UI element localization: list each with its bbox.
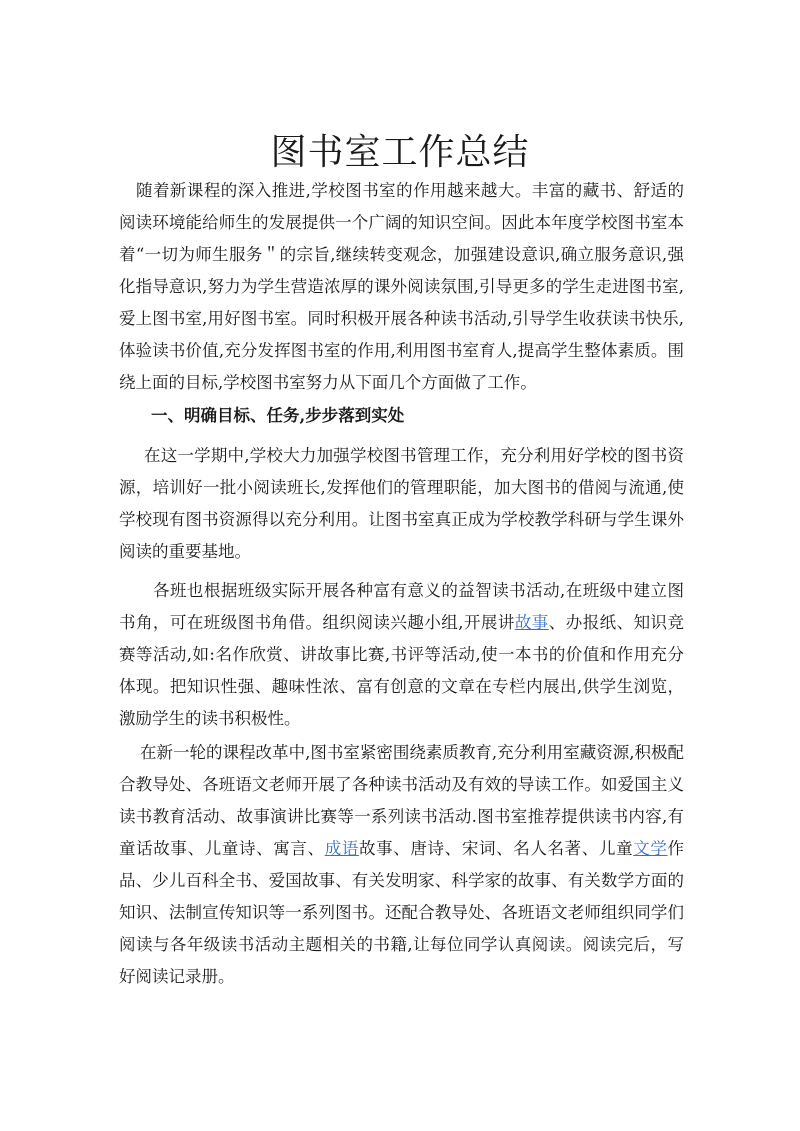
paragraph-text: 作品、少儿百科全书、爱国故事、有关发明家、科学家的故事、有关数学方面的知识、法制宣传知识等一系列图书。还配合教导处、各班语文老师组织同学们阅读与各年级读书活动主题相关的书籍,让每位同学认真阅读。阅读完后，写好阅读记录册。 [119,839,684,986]
page-title: 图书室工作总结 [270,132,530,174]
intro-paragraph: 随着新课程的深入推进,学校图书室的作用越来越大。丰富的藏书、舒适的阅读环境能给师生的发展提供一个广阔的知识空间。因此本年度学校图书室本着“一切为师生服务＂的宗旨,继续转变观念，加强建设意识,确立服务意识,强化指导意识,努力为学生营造浓厚的课外阅读氛围,引导更多的学生走进图书室,爱上图书室,用好图书室。同时积极开展各种读书活动,引导学生收获读书快乐,体验读书价值,充分发挥图书室的作用,利用图书室育人,提高学生整体素质。围绕上面的目标,学校图书室努力从下面几个方面做了工作。 [119,181,684,392]
section-heading: 一、明确目标、任务,步步落到实处 [151,406,405,425]
idiom-link[interactable]: 成语 [324,839,359,858]
paragraph-text: 各班也根据班级实际开展各种富有意义的益智读书活动,在班级中建立图书角，可在班级图书角借。组织阅读兴趣小组,开展讲 [119,581,684,632]
paragraph-reading-guidance [119,737,684,993]
paragraph-management: 在这一学期中,学校大力加强学校图书管理工作，充分利用好学校的图书资源，培训好一批小阅读班长,发挥他们的管理职能，加大图书的借阅与流通,使学校现有图书资源得以充分利用。让图书室真正成为学校教学科研与学生课外阅读的重要基地。 [119,446,684,561]
paragraph-text: 在新一轮的课程改革中,图书室紧密围绕素质教育,充分利用室藏资源,积极配合教导处、各班语文老师开展了各种读书活动及有效的导读工作。如爱国主义读书教育活动、故事演讲比赛等一系列读书活动.图书室推荐提供读书内容,有童话故事、儿童诗、寓言、 [119,743,684,858]
paragraph-text: 、办报纸、知识竞赛等活动,如:名作欣赏、讲故事比赛,书评等活动,使一本书的价值和作用充分体现。把知识性强、趣味性浓、富有创意的文章在专栏内展出,供学生浏览，激励学生的读书积极性。 [119,613,685,728]
story-link[interactable]: 故事 [514,613,549,632]
literature-link[interactable]: 文学 [633,839,668,858]
paragraph-class-activities [119,575,684,735]
paragraph-text: 故事、唐诗、宋词、名人名著、儿童 [358,839,634,858]
